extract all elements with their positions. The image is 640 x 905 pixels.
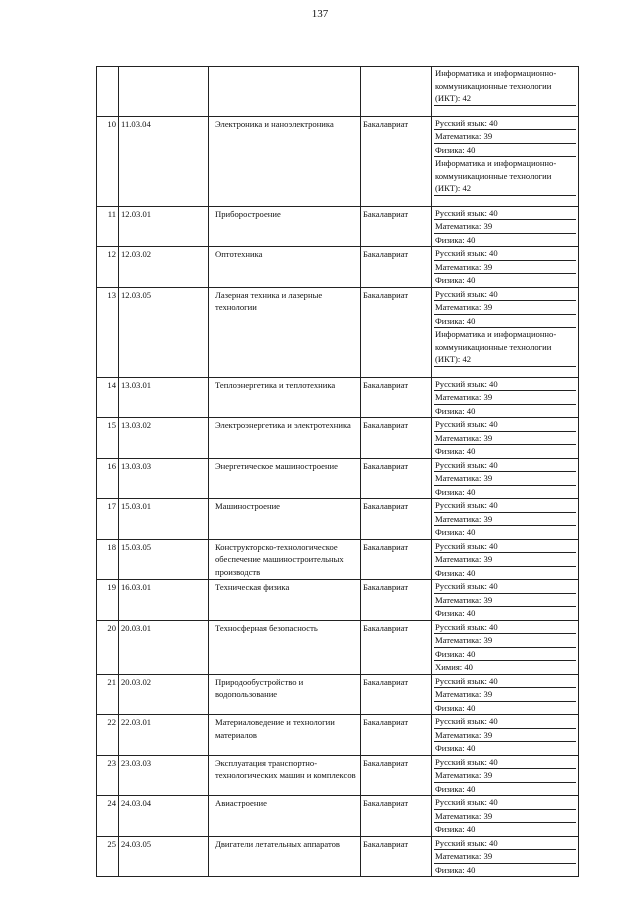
exam-requirement: Русский язык: 40 [434,418,576,432]
education-level: Бакалавриат [363,420,409,430]
exam-requirement: Физика: 40 [435,824,476,834]
exam-requirement: Физика: 40 [435,783,476,794]
exams-cell [432,620,579,674]
table-row [97,458,579,499]
education-level: Бакалавриат [363,501,409,511]
education-level-cell [361,377,432,418]
row-index: 22 [107,717,116,727]
program-name-cell [209,715,361,756]
exam-requirement: Физика: 40 [435,405,476,416]
exams-cell [432,247,579,288]
program-name: Энергетическое машиностроение [215,460,338,471]
cell-spacer [434,106,576,116]
program-code-cell [119,836,209,877]
exams-cell [432,377,579,418]
exams-cell [432,418,579,459]
education-level-cell [361,796,432,837]
row-index-cell [97,116,119,206]
program-name-cell [209,458,361,499]
exam-requirement: Математика: 39 [434,553,576,567]
program-code: 20.03.02 [121,676,152,687]
education-level-cell [361,620,432,674]
program-code [121,67,206,68]
education-level: Бакалавриат [363,289,409,300]
education-level [363,67,429,68]
exams-cell [432,674,579,715]
education-level: Бакалавриат [363,582,409,592]
education-level-cell [361,499,432,540]
exam-requirement: Физика: 40 [435,486,476,497]
program-name: Машиностроение [215,501,280,511]
program-name: Теплоэнергетика и теплотехника [215,379,336,390]
row-index-cell [97,377,119,418]
program-name-cell [209,499,361,540]
program-code-cell [119,539,209,580]
row-index-cell [97,287,119,377]
row-index-cell [97,836,119,877]
table-row [97,418,579,459]
education-level-cell [361,715,432,756]
program-code-cell [119,499,209,540]
table-row [97,499,579,540]
exam-requirement: Русский язык: 40 [434,796,576,810]
exam-requirement: Математика: 39 [434,850,576,864]
program-name-cell [209,580,361,621]
education-level-cell [361,287,432,377]
exam-requirement: Русский язык: 40 [434,621,576,635]
program-code: 16.03.01 [121,582,152,592]
education-level: Бакалавриат [363,622,409,633]
exam-requirement: Математика: 39 [434,810,576,824]
program-code: 20.03.01 [121,622,152,633]
exam-requirement: Математика: 39 [434,688,576,702]
row-index: 24 [107,798,116,808]
exam-requirement: Русский язык: 40 [434,715,576,729]
exam-requirement: Русский язык: 40 [434,378,576,392]
program-name-cell [209,418,361,459]
exam-requirement: Математика: 39 [434,130,576,144]
program-name: Электроэнергетика и электротехника [215,420,351,430]
programs-table [96,66,579,877]
exams-cell [432,206,579,247]
exam-requirement: Русский язык: 40 [434,207,576,221]
program-code-cell [119,247,209,288]
program-name-cell [209,539,361,580]
table-row [97,287,579,377]
exam-requirement: Физика: 40 [435,864,476,875]
education-level-cell [361,247,432,288]
row-index: 20 [107,622,116,633]
program-code: 11.03.04 [121,118,151,129]
program-code: 12.03.01 [121,208,152,219]
program-name-cell [209,755,361,796]
table-row [97,836,579,877]
program-code: 13.03.03 [121,460,152,471]
table-row [97,247,579,288]
row-index: 19 [107,582,116,592]
row-index: 17 [107,501,116,511]
program-code: 24.03.05 [121,838,152,849]
program-name: Природообустройство и водопользование [215,676,304,699]
exam-requirement: Математика: 39 [434,301,576,315]
program-name: Лазерная техника и лазерные технологии [215,289,323,312]
exam-requirement: Информатика и информационно-коммуникационные технологии (ИКТ): 42 [434,67,576,106]
page-number: 137 [311,8,329,20]
program-code: 15.03.01 [121,501,152,511]
exam-requirement: Физика: 40 [434,315,576,329]
exam-requirement: Математика: 39 [434,391,576,405]
row-index-cell [97,539,119,580]
program-name-cell [209,796,361,837]
row-index: 23 [107,757,116,768]
exam-requirement: Математика: 39 [434,769,576,783]
exams-cell [432,580,579,621]
row-index-cell [97,580,119,621]
education-level-cell [361,674,432,715]
exam-requirement: Русский язык: 40 [434,288,576,302]
education-level-cell [361,418,432,459]
row-index-cell [97,67,119,117]
exam-requirement: Информатика и информационно-коммуникационные технологии (ИКТ): 42 [434,328,576,367]
table-row [97,377,579,418]
exam-requirement: Информатика и информационно-коммуникационные технологии (ИКТ): 42 [434,157,576,196]
program-code-cell [119,796,209,837]
program-name-cell [209,287,361,377]
program-name: Авиастроение [215,798,267,808]
program-name-cell [209,116,361,206]
row-index-cell [97,206,119,247]
program-name: Эксплуатация транспортно-технологических машин и комплексов [215,757,356,780]
row-index: 11 [107,208,116,219]
program-name-cell [209,67,361,117]
row-index-cell [97,418,119,459]
program-code-cell [119,620,209,674]
exam-requirement: Математика: 39 [434,634,576,648]
exams-cell [432,836,579,877]
exam-requirement: Русский язык: 40 [434,117,576,131]
exam-requirement: Математика: 39 [434,513,576,527]
program-code: 24.03.04 [121,798,152,808]
program-name [211,67,358,68]
exam-requirement: Русский язык: 40 [434,756,576,770]
program-code: 22.03.01 [121,717,152,727]
program-code: 13.03.02 [121,420,152,430]
cell-spacer [434,367,576,377]
row-index-cell [97,499,119,540]
exam-requirement: Химия: 40 [435,662,473,672]
program-code-cell [119,674,209,715]
education-level: Бакалавриат [363,118,409,129]
program-code-cell [119,755,209,796]
education-level-cell [361,755,432,796]
table-row [97,580,579,621]
exam-requirement: Математика: 39 [434,432,576,446]
program-name: Электроника и наноэлектроника [215,118,334,129]
program-code-cell [119,287,209,377]
program-code-cell [119,418,209,459]
table-row [97,67,579,117]
exam-requirement: Русский язык: 40 [434,580,576,594]
exam-requirement: Математика: 39 [434,220,576,234]
exams-cell [432,287,579,377]
exams-cell [432,458,579,499]
exam-requirement: Физика: 40 [434,144,576,158]
exam-requirement: Физика: 40 [435,743,476,753]
cell-spacer [434,196,576,206]
exam-requirement: Физика: 40 [434,648,576,662]
table-row [97,206,579,247]
row-index: 12 [107,249,116,259]
program-name: Техническая физика [215,582,290,592]
education-level-cell [361,67,432,117]
education-level: Бакалавриат [363,208,409,219]
row-index: 14 [107,379,116,390]
exam-requirement: Физика: 40 [435,446,476,456]
exams-cell [432,539,579,580]
program-name-cell [209,836,361,877]
program-name: Техносферная безопасность [215,622,318,633]
exams-cell [432,116,579,206]
table-row [97,539,579,580]
program-name: Двигатели летательных аппаратов [215,838,340,849]
table-row [97,796,579,837]
education-level: Бакалавриат [363,717,409,727]
row-index: 18 [107,541,116,552]
program-code: 23.03.03 [121,757,152,768]
exam-requirement: Физика: 40 [435,567,476,578]
table-row [97,620,579,674]
education-level-cell [361,539,432,580]
program-name: Конструкторско-технологическое обеспечение машиностроительных производств [215,541,344,577]
education-level: Бакалавриат [363,541,409,552]
exam-requirement: Математика: 39 [434,261,576,275]
exam-requirement: Физика: 40 [435,608,476,618]
program-name-cell [209,674,361,715]
program-name-cell [209,377,361,418]
education-level: Бакалавриат [363,379,409,390]
exam-requirement: Русский язык: 40 [434,499,576,513]
row-index [99,67,116,68]
table-row [97,674,579,715]
education-level: Бакалавриат [363,676,409,687]
row-index-cell [97,247,119,288]
program-code-cell [119,377,209,418]
program-code-cell [119,67,209,117]
exam-requirement: Русский язык: 40 [434,459,576,473]
exams-cell [432,715,579,756]
row-index-cell [97,796,119,837]
exam-requirement: Математика: 39 [434,729,576,743]
row-index: 16 [107,460,116,471]
table-row [97,755,579,796]
program-code-cell [119,580,209,621]
education-level-cell [361,116,432,206]
row-index-cell [97,458,119,499]
exam-requirement: Русский язык: 40 [434,675,576,689]
program-code-cell [119,206,209,247]
program-code-cell [119,116,209,206]
exams-cell [432,499,579,540]
table-row [97,715,579,756]
education-level-cell [361,836,432,877]
program-code: 12.03.05 [121,289,152,300]
education-level: Бакалавриат [363,757,409,768]
exam-requirement: Русский язык: 40 [434,837,576,851]
program-name: Приборостроение [215,208,281,219]
exam-requirement: Математика: 39 [434,472,576,486]
program-code: 13.03.01 [121,379,152,390]
program-name: Оптотехника [215,249,263,259]
education-level: Бакалавриат [363,249,409,259]
row-index-cell [97,674,119,715]
education-level-cell [361,458,432,499]
program-code: 15.03.05 [121,541,152,552]
row-index: 15 [107,420,116,430]
programs-table-body [97,67,579,877]
education-level: Бакалавриат [363,798,409,808]
row-index: 10 [107,118,116,129]
row-index: 21 [107,676,116,687]
row-index: 25 [107,838,116,849]
row-index: 13 [107,289,116,300]
row-index-cell [97,620,119,674]
program-name-cell [209,206,361,247]
program-name-cell [209,620,361,674]
row-index-cell [97,755,119,796]
education-level: Бакалавриат [363,460,409,471]
exams-cell [432,796,579,837]
exam-requirement: Физика: 40 [435,702,476,713]
exam-requirement: Русский язык: 40 [434,247,576,261]
exams-cell [432,755,579,796]
exam-requirement: Русский язык: 40 [434,540,576,554]
exam-requirement: Физика: 40 [435,234,476,245]
program-code-cell [119,715,209,756]
program-name-cell [209,247,361,288]
education-level: Бакалавриат [363,838,409,849]
education-level-cell [361,580,432,621]
program-name: Материаловедение и технологии материалов [215,717,335,740]
row-index-cell [97,715,119,756]
exam-requirement: Физика: 40 [435,275,476,285]
education-level-cell [361,206,432,247]
exam-requirement: Математика: 39 [434,594,576,608]
exam-requirement: Физика: 40 [435,527,476,537]
exams-cell [432,67,579,117]
program-code: 12.03.02 [121,249,152,259]
table-row [97,116,579,206]
program-code-cell [119,458,209,499]
